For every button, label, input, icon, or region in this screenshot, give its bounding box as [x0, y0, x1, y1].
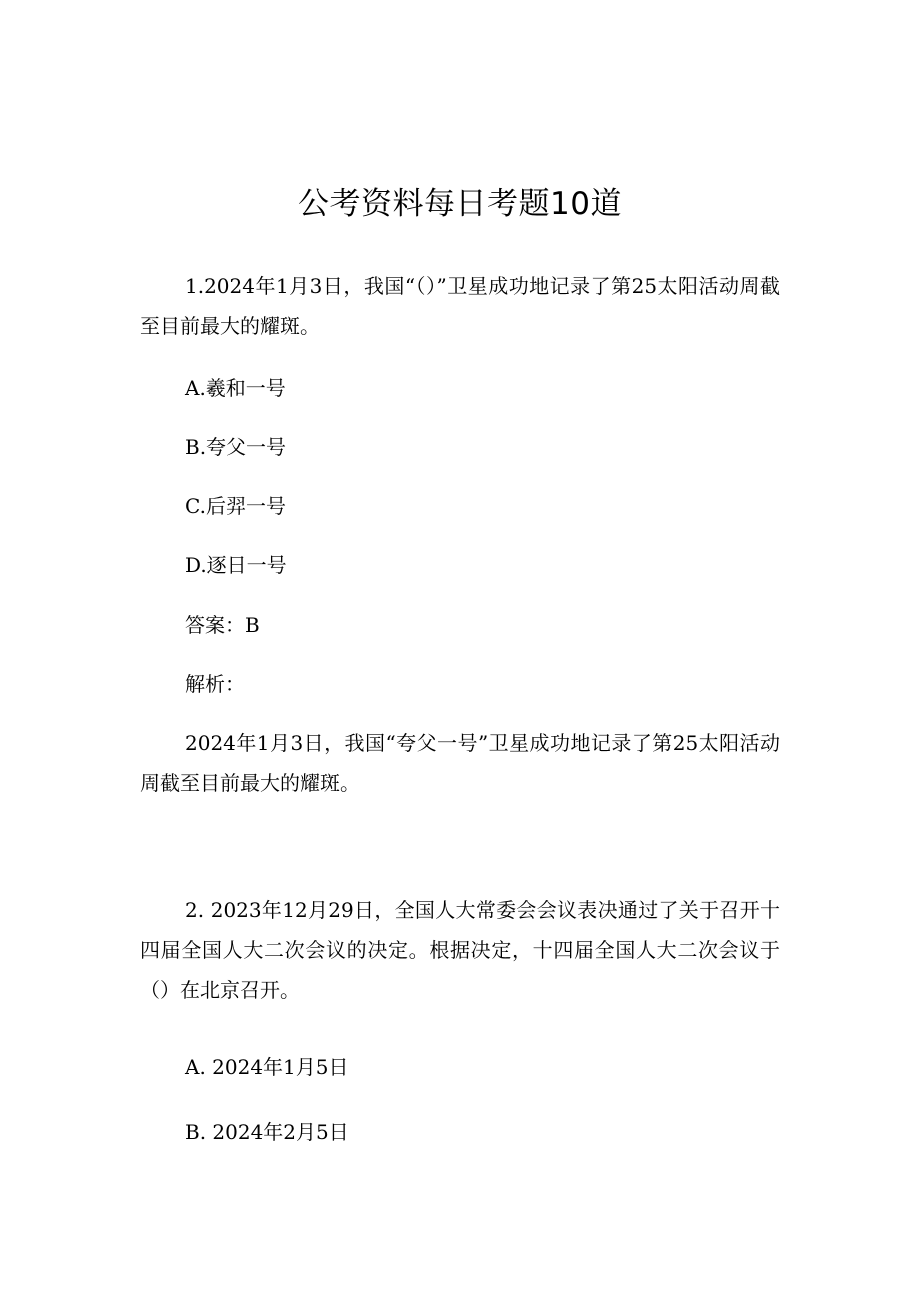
- question-1-analysis-label: 解析：: [185, 672, 245, 696]
- question-1-option-c: C.后羿一号: [185, 494, 286, 518]
- question-2-option-b: B. 2024年2月5日: [185, 1120, 349, 1144]
- document-title: 公考资料每日考题10道: [298, 186, 622, 222]
- question-1-option-b: B.夸父一号: [185, 435, 287, 459]
- question-1-option-d: D.逐日一号: [185, 553, 287, 577]
- question-1-analysis-text: 2024年1月3日，我国“夸父一号”卫星成功地记录了第25太阳活动周截至目前最大的耀斑。: [140, 731, 780, 795]
- question-2-stem: 2. 2023年12月29日，全国人大常委会会议表决通过了关于召开十四届全国人大二次会议的决定。根据决定，十四届全国人大二次会议于（）在北京召开。: [140, 898, 780, 1002]
- question-1-stem: 1.2024年1月3日，我国“（）”卫星成功地记录了第25太阳活动周截至目前最大的耀斑。: [140, 274, 780, 338]
- question-1-option-a: A.羲和一号: [185, 376, 286, 400]
- question-2-option-a: A. 2024年1月5日: [185, 1055, 349, 1079]
- question-1-answer: 答案：B: [185, 613, 260, 637]
